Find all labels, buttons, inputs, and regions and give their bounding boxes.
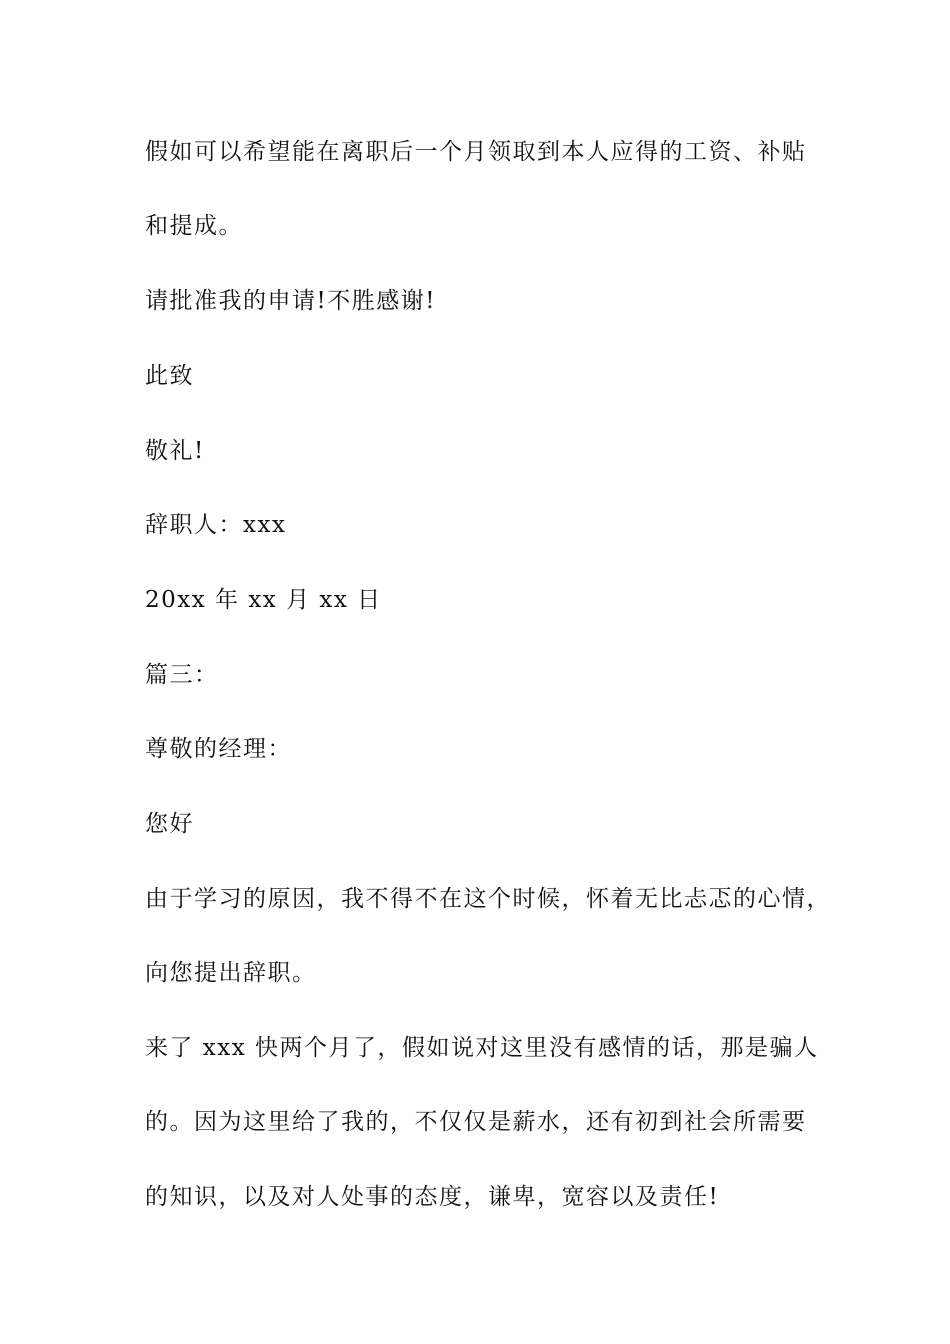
paragraph-line: 的。因为这里给了我的，不仅仅是薪水，还有初到社会所需要 bbox=[145, 1109, 807, 1135]
section-heading: 篇三： bbox=[145, 662, 219, 688]
greeting-line: 您好 bbox=[145, 811, 194, 837]
salutation-line: 此致 bbox=[145, 363, 194, 389]
paragraph-line: 来了 xxx 快两个月了，假如说对这里没有感情的话，那是骗人 bbox=[145, 1035, 819, 1061]
signature-line: 辞职人：xxx bbox=[145, 512, 287, 538]
paragraph-line: 的知识，以及对人处事的态度，谦卑，宽容以及责任! bbox=[145, 1184, 720, 1210]
paragraph-line: 向您提出辞职。 bbox=[145, 960, 317, 986]
paragraph-line: 和提成。 bbox=[145, 213, 243, 239]
paragraph-line: 请批准我的申请!不胜感谢! bbox=[145, 288, 436, 314]
paragraph-line: 由于学习的原因，我不得不在这个时候，怀着无比忐忑的心情， bbox=[145, 886, 831, 912]
salutation-line: 敬礼! bbox=[145, 438, 205, 464]
date-line: 20xx 年 xx 月 xx 日 bbox=[145, 587, 382, 613]
greeting-line: 尊敬的经理： bbox=[145, 736, 292, 762]
paragraph-line: 假如可以希望能在离职后一个月领取到本人应得的工资、补贴 bbox=[145, 139, 807, 165]
